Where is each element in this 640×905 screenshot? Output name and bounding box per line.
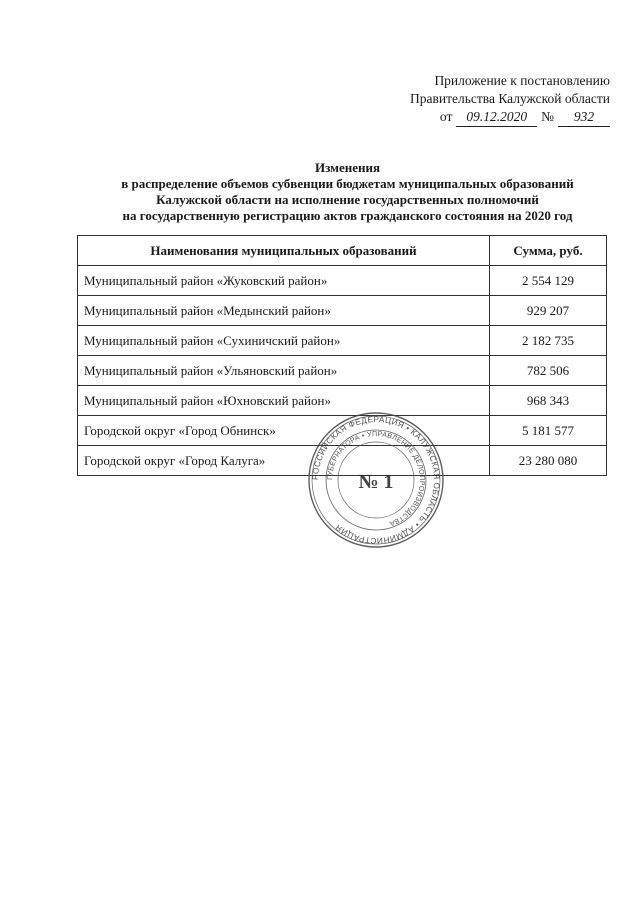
row-sum: 782 506	[490, 356, 607, 386]
official-stamp	[306, 410, 446, 550]
row-name: Муниципальный район «Сухиничский район»	[78, 326, 490, 356]
stamp-number: № 1	[358, 471, 394, 493]
row-name: Городской округ «Город Обнинск»	[78, 416, 490, 446]
stamp-inner-text: ГУБЕРНАТОРА • УПРАВЛЕНИЕ ДЕЛОПРОИЗВОДСТВА	[326, 430, 426, 527]
title-line-1: Изменения	[314, 160, 381, 175]
row-name: Муниципальный район «Юхновский район»	[78, 386, 490, 416]
header-line-2: Правительства Калужской области	[409, 91, 610, 106]
table-row	[78, 266, 607, 296]
column-header-name: Наименования муниципальных образований	[78, 236, 490, 266]
row-name: Городской округ «Город Калуга»	[78, 446, 490, 476]
number-prefix: №	[541, 109, 554, 124]
date-value: 09.12.2020	[456, 108, 537, 127]
row-sum: 929 207	[490, 296, 607, 326]
table-row	[78, 296, 607, 326]
column-header-sum: Сумма, руб.	[490, 236, 607, 266]
title-line-4: на государственную регистрацию актов гражданского состояния на 2020 год	[122, 208, 573, 223]
header-line-1: Приложение к постановлению	[434, 73, 610, 88]
row-sum: 2 182 735	[490, 326, 607, 356]
stamp-outer-text: РОССИЙСКАЯ ФЕДЕРАЦИЯ • КАЛУЖСКАЯ ОБЛАСТЬ • АДМИНИСТРАЦИЯ	[310, 414, 442, 546]
row-sum: 968 343	[490, 386, 607, 416]
row-sum: 23 280 080	[490, 446, 607, 476]
document-header	[410, 72, 610, 127]
table-header-row	[78, 236, 607, 266]
row-sum: 5 181 577	[490, 416, 607, 446]
table-row	[78, 326, 607, 356]
row-name: Муниципальный район «Ульяновский район»	[78, 356, 490, 386]
header-date-number	[410, 108, 610, 127]
row-sum: 2 554 129	[490, 266, 607, 296]
title-line-2: в распределение объемов субвенции бюджетам муниципальных образований	[121, 176, 574, 191]
row-name: Муниципальный район «Жуковский район»	[78, 266, 490, 296]
number-value: 932	[558, 108, 610, 127]
table-row	[78, 356, 607, 386]
document-title	[80, 160, 615, 224]
row-name: Муниципальный район «Медынский район»	[78, 296, 490, 326]
title-line-3: Калужской области на исполнение государственных полномочий	[156, 192, 539, 207]
date-prefix: от	[439, 109, 453, 124]
